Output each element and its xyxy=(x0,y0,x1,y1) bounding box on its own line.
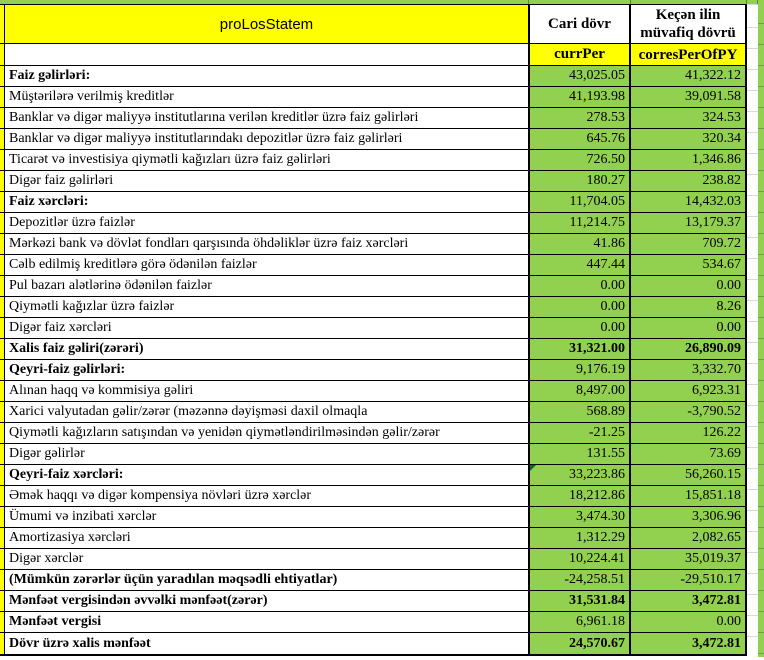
previous-period-value-cell[interactable] xyxy=(631,192,747,212)
table-row xyxy=(0,633,747,654)
current-period-value: 41.86 xyxy=(593,236,625,251)
previous-period-value-cell[interactable] xyxy=(631,612,747,632)
row-label-cell[interactable] xyxy=(5,549,530,569)
previous-period-value-cell[interactable] xyxy=(631,255,747,275)
table-row xyxy=(0,612,747,633)
current-period-value: 8,497.00 xyxy=(576,383,625,398)
current-period-value-cell[interactable] xyxy=(530,213,631,233)
previous-period-value: 0.00 xyxy=(716,278,741,293)
current-period-code: currPer xyxy=(554,46,605,62)
current-period-value: 11,214.75 xyxy=(569,215,625,230)
table-row xyxy=(0,297,747,318)
row-label-cell[interactable] xyxy=(5,633,530,654)
table-row xyxy=(0,66,747,87)
row-label-cell[interactable] xyxy=(5,276,530,296)
row-label: Digər faiz xərcləri xyxy=(9,320,112,335)
previous-period-value: 534.67 xyxy=(702,257,741,272)
table-row xyxy=(0,150,747,171)
row-label: Digər xərclər xyxy=(9,551,84,566)
current-period-value-cell[interactable] xyxy=(530,444,631,464)
row-label-cell[interactable] xyxy=(5,234,530,254)
row-label: Banklar və digər maliyyə institutlarına verilən kreditlər üzrə faiz gəlirləri xyxy=(9,110,419,125)
current-period-value: 278.53 xyxy=(586,110,625,125)
current-period-value-cell[interactable] xyxy=(530,591,631,611)
row-label-cell[interactable] xyxy=(5,129,530,149)
current-period-value-cell[interactable] xyxy=(530,570,631,590)
table-row xyxy=(0,129,747,150)
previous-period-value-cell[interactable] xyxy=(631,402,747,422)
row-label: Qeyri-faiz xərcləri: xyxy=(9,467,124,482)
current-period-value-cell[interactable] xyxy=(530,234,631,254)
current-period-value: 726.50 xyxy=(586,152,625,167)
empty-gridline-column xyxy=(747,4,758,657)
row-label-cell[interactable] xyxy=(5,108,530,128)
table-row xyxy=(0,192,747,213)
previous-period-value: 3,306.96 xyxy=(692,509,741,524)
previous-period-header-line2: müvafiq dövrü xyxy=(640,25,736,41)
previous-period-value-cell[interactable] xyxy=(631,633,747,654)
previous-period-value: 238.82 xyxy=(702,173,741,188)
previous-period-value: 3,332.70 xyxy=(692,362,741,377)
table-row xyxy=(0,528,747,549)
current-period-header: Cari dövr xyxy=(548,15,611,32)
row-label: Qiymətli kağızların satışından və yenidən qiymətləndirilməsindən gəlir/zərər xyxy=(9,425,440,440)
table-row xyxy=(0,381,747,402)
current-period-value: 33,223.86 xyxy=(569,467,625,482)
previous-period-value: -3,790.52 xyxy=(687,404,741,419)
table-row xyxy=(0,570,747,591)
previous-period-value-cell[interactable] xyxy=(631,87,747,107)
row-label: Mənfəət vergisi xyxy=(9,614,102,629)
current-period-code-cell[interactable] xyxy=(530,44,631,65)
row-label-cell[interactable] xyxy=(5,255,530,275)
empty-header-cell[interactable] xyxy=(5,44,530,65)
current-period-value-cell[interactable] xyxy=(530,66,631,86)
current-period-value-cell[interactable] xyxy=(530,192,631,212)
table-row xyxy=(0,339,747,360)
current-period-value-cell[interactable] xyxy=(530,402,631,422)
table-row xyxy=(0,465,747,486)
table-row xyxy=(0,423,747,444)
table-row xyxy=(0,507,747,528)
previous-period-value-cell[interactable] xyxy=(631,129,747,149)
row-label-cell[interactable] xyxy=(5,339,530,359)
current-period-value-cell[interactable] xyxy=(530,318,631,338)
previous-period-value: 3,472.81 xyxy=(692,635,741,651)
previous-period-value: 8.26 xyxy=(716,299,741,314)
current-period-value: 31,531.84 xyxy=(569,593,625,608)
row-label: Digər faiz gəlirləri xyxy=(9,173,114,188)
current-period-value-cell[interactable] xyxy=(530,549,631,569)
previous-period-value: 1,346.86 xyxy=(692,152,741,167)
previous-period-value: 3,472.81 xyxy=(692,593,741,608)
previous-period-value: 324.53 xyxy=(702,110,741,125)
previous-period-value-cell[interactable] xyxy=(631,66,747,86)
row-label-cell[interactable] xyxy=(5,612,530,632)
row-label-cell[interactable] xyxy=(5,486,530,506)
previous-period-value: 35,019.37 xyxy=(685,551,741,566)
current-period-value-cell[interactable] xyxy=(530,423,631,443)
current-period-value-cell[interactable] xyxy=(530,507,631,527)
previous-period-value: 14,432.03 xyxy=(685,194,741,209)
row-label-cell[interactable] xyxy=(5,66,530,86)
current-period-value: 131.55 xyxy=(586,446,625,461)
row-label-cell[interactable] xyxy=(5,192,530,212)
table-row xyxy=(0,591,747,612)
previous-period-value-cell[interactable] xyxy=(631,591,747,611)
row-label: (Mümkün zərərlər üçün yaradılan məqsədli ehtiyatlar) xyxy=(9,572,338,587)
current-period-value: 6,961.18 xyxy=(576,614,625,629)
table-row xyxy=(0,360,747,381)
current-period-value-cell[interactable] xyxy=(530,276,631,296)
current-period-value-cell[interactable] xyxy=(530,297,631,317)
previous-period-value: 13,179.37 xyxy=(685,215,741,230)
row-label: Xalis faiz gəliri(zərəri) xyxy=(9,341,144,356)
table-row xyxy=(0,213,747,234)
previous-period-value: 56,260.15 xyxy=(685,467,741,482)
table-row xyxy=(0,276,747,297)
previous-period-value: 320.34 xyxy=(702,131,741,146)
current-period-value: 0.00 xyxy=(600,299,625,314)
previous-period-value-cell[interactable] xyxy=(631,381,747,401)
row-label: Banklar və digər maliyyə institutlarındakı depozitlər üzrə faiz gəlirləri xyxy=(9,131,403,146)
current-period-value-cell[interactable] xyxy=(530,633,631,654)
header-row xyxy=(0,5,747,44)
previous-period-value: 126.22 xyxy=(702,425,741,440)
current-period-value-cell[interactable] xyxy=(530,528,631,548)
previous-period-value: 0.00 xyxy=(716,614,741,629)
previous-period-header-line1: Keçən ilin xyxy=(655,7,721,23)
current-period-value-cell[interactable] xyxy=(530,150,631,170)
row-label-cell[interactable] xyxy=(5,150,530,170)
previous-period-value-cell[interactable] xyxy=(631,360,747,380)
current-period-value: -24,258.51 xyxy=(564,572,625,587)
current-period-value: 41,193.98 xyxy=(569,89,625,104)
current-period-value: 568.89 xyxy=(586,404,625,419)
current-period-header-cell[interactable] xyxy=(530,5,631,43)
row-label: Ticarət və investisiya qiymətli kağızları üzrə faiz gəlirləri xyxy=(9,152,331,167)
previous-period-code-cell[interactable] xyxy=(631,44,747,65)
previous-period-value: -29,510.17 xyxy=(680,572,741,587)
table-row xyxy=(0,234,747,255)
current-period-value-cell[interactable] xyxy=(530,171,631,191)
previous-period-value-cell[interactable] xyxy=(631,507,747,527)
profit-loss-table xyxy=(0,4,747,656)
current-period-value-cell[interactable] xyxy=(530,612,631,632)
previous-period-value: 73.69 xyxy=(709,446,741,461)
row-label-cell[interactable] xyxy=(5,87,530,107)
current-period-value-cell[interactable] xyxy=(530,108,631,128)
row-label-cell[interactable] xyxy=(5,297,530,317)
subheader-row xyxy=(0,44,747,66)
previous-period-value-cell[interactable] xyxy=(631,339,747,359)
current-period-value: 10,224.41 xyxy=(569,551,625,566)
current-period-value: 645.76 xyxy=(586,131,625,146)
row-label: Faiz xərcləri: xyxy=(9,194,89,209)
previous-period-value: 6,923.31 xyxy=(692,383,741,398)
previous-period-value-cell[interactable] xyxy=(631,171,747,191)
previous-period-value-cell[interactable] xyxy=(631,549,747,569)
previous-period-value-cell[interactable] xyxy=(631,276,747,296)
table-row xyxy=(0,318,747,339)
row-label-cell[interactable] xyxy=(5,570,530,590)
report-title-cell[interactable] xyxy=(5,5,530,43)
previous-period-value: 15,851.18 xyxy=(685,488,741,503)
previous-period-value: 2,082.65 xyxy=(692,530,741,545)
current-period-value-cell[interactable] xyxy=(530,339,631,359)
row-label: Ümumi və inzibati xərclər xyxy=(9,509,157,524)
row-label: Qeyri-faiz gəlirləri: xyxy=(9,362,126,377)
current-period-value: 31,321.00 xyxy=(569,341,625,356)
table-row xyxy=(0,402,747,423)
row-label-cell[interactable] xyxy=(5,507,530,527)
current-period-value: 43,025.05 xyxy=(569,68,625,83)
previous-period-value: 0.00 xyxy=(716,320,741,335)
previous-period-value: 41,322.12 xyxy=(685,68,741,83)
table-row xyxy=(0,108,747,129)
row-label-cell[interactable] xyxy=(5,381,530,401)
row-label: Müştərilərə verilmiş kreditlər xyxy=(9,89,174,104)
table-body xyxy=(0,66,747,654)
previous-period-value-cell[interactable] xyxy=(631,570,747,590)
current-period-value-cell[interactable] xyxy=(530,360,631,380)
row-label-cell[interactable] xyxy=(5,423,530,443)
row-label: Cəlb edilmiş kreditlərə görə ödənilən faizlər xyxy=(9,257,257,272)
current-period-value-cell[interactable] xyxy=(530,465,631,485)
previous-period-value-cell[interactable] xyxy=(631,213,747,233)
current-period-value: 1,312.29 xyxy=(576,530,625,545)
row-label: Qiymətli kağızlar üzrə faizlər xyxy=(9,299,175,314)
previous-period-value-cell[interactable] xyxy=(631,234,747,254)
row-label: Pul bazarı alətlərinə ödənilən faizlər xyxy=(9,278,212,293)
row-label: Amortizasiya xərcləri xyxy=(9,530,131,545)
right-column-sliver xyxy=(758,0,764,657)
previous-period-value-cell[interactable] xyxy=(631,528,747,548)
table-row xyxy=(0,171,747,192)
table-row xyxy=(0,87,747,108)
current-period-value: 11,704.05 xyxy=(569,194,625,209)
previous-period-value: 39,091.58 xyxy=(685,89,741,104)
current-period-value-cell[interactable] xyxy=(530,255,631,275)
report-title: proLosStatem xyxy=(219,15,314,33)
current-period-value: 447.44 xyxy=(586,257,625,272)
row-label: Digər gəlirlər xyxy=(9,446,85,461)
row-label-cell[interactable] xyxy=(5,171,530,191)
row-label: Dövr üzrə xalis mənfəət xyxy=(9,635,151,651)
current-period-value: 18,212.86 xyxy=(569,488,625,503)
row-label: Depozitlər üzrə faizlər xyxy=(9,215,135,230)
current-period-value: 180.27 xyxy=(586,173,625,188)
row-label-cell[interactable] xyxy=(5,318,530,338)
previous-period-value-cell[interactable] xyxy=(631,444,747,464)
previous-period-value-cell[interactable] xyxy=(631,486,747,506)
current-period-value: 0.00 xyxy=(600,320,625,335)
table-row xyxy=(0,444,747,465)
previous-period-value-cell[interactable] xyxy=(631,318,747,338)
previous-period-value: 26,890.09 xyxy=(685,341,741,356)
current-period-value-cell[interactable] xyxy=(530,87,631,107)
previous-period-value-cell[interactable] xyxy=(631,423,747,443)
previous-period-value-cell[interactable] xyxy=(631,150,747,170)
current-period-value: -21.25 xyxy=(588,425,625,440)
row-label: Mənfəət vergisindən əvvəlki mənfəət(zərər) xyxy=(9,593,268,608)
current-period-value: 3,474.30 xyxy=(576,509,625,524)
current-period-value-cell[interactable] xyxy=(530,381,631,401)
row-label: Mərkəzi bank və dövlət fondları qarşısında öhdəliklər üzrə faiz xərcləri xyxy=(9,236,409,251)
table-row xyxy=(0,255,747,276)
current-period-value: 0.00 xyxy=(600,278,625,293)
previous-period-value: 709.72 xyxy=(702,236,741,251)
previous-period-header-cell[interactable] xyxy=(631,5,747,43)
previous-period-code: corresPerOfPY xyxy=(638,46,738,63)
table-row xyxy=(0,549,747,570)
row-label-cell[interactable] xyxy=(5,444,530,464)
row-label: Faiz gəlirləri: xyxy=(9,68,91,83)
current-period-value-cell[interactable] xyxy=(530,129,631,149)
current-period-value-cell[interactable] xyxy=(530,486,631,506)
current-period-value: 24,570.67 xyxy=(569,635,625,651)
row-label-cell[interactable] xyxy=(5,591,530,611)
previous-period-value-cell[interactable] xyxy=(631,108,747,128)
row-label-cell[interactable] xyxy=(5,360,530,380)
row-label: Alınan haqq və kommisiya gəliri xyxy=(9,383,194,398)
table-row xyxy=(0,486,747,507)
row-label: Xarici valyutadan gəlir/zərər (məzənnə dəyişməsi daxil olmaqla xyxy=(9,404,368,419)
row-label-cell[interactable] xyxy=(5,213,530,233)
row-label: Əmək haqqı və digər kompensiya növləri üzrə xərclər xyxy=(9,488,312,503)
row-label-cell[interactable] xyxy=(5,528,530,548)
row-label-cell[interactable] xyxy=(5,465,530,485)
previous-period-value-cell[interactable] xyxy=(631,297,747,317)
current-period-value: 9,176.19 xyxy=(576,362,625,377)
previous-period-value-cell[interactable] xyxy=(631,465,747,485)
row-label-cell[interactable] xyxy=(5,402,530,422)
